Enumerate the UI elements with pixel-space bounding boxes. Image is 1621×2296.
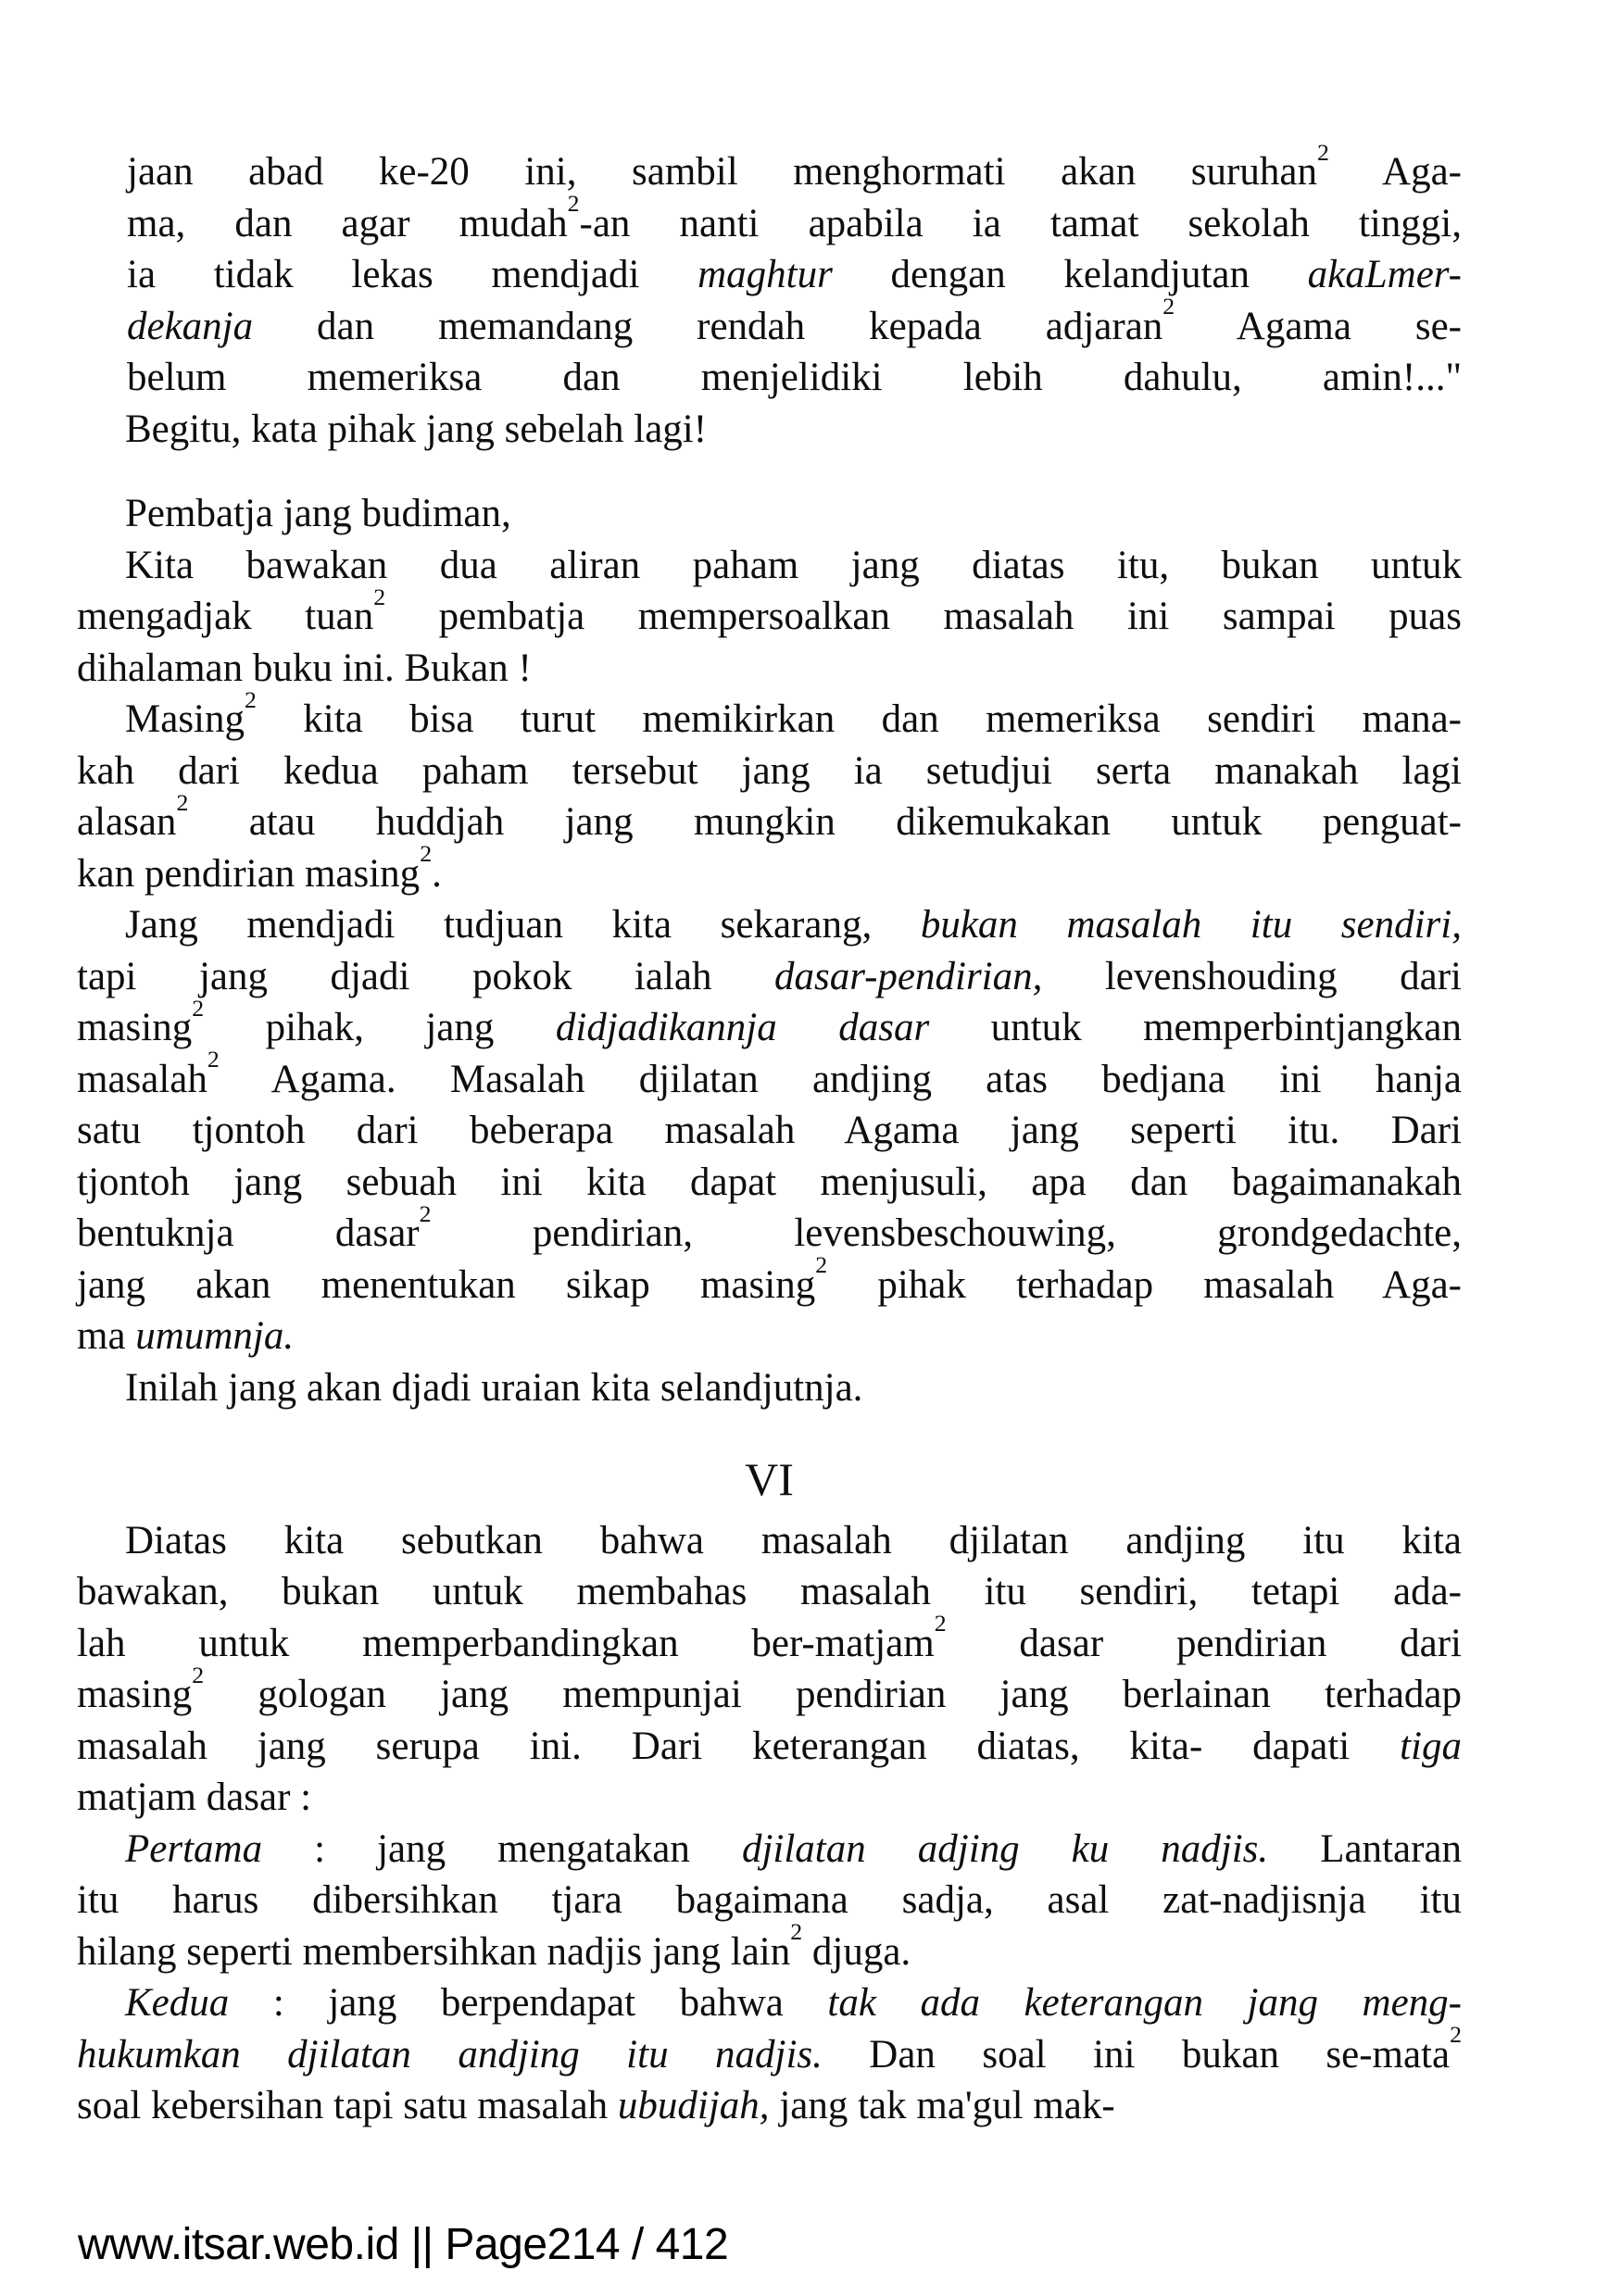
text-line: [77, 994, 1462, 1054]
text-line: [77, 788, 1462, 848]
text-segment: masalah jang serupa ini. Dari keterangan diatas, kita- dapati: [77, 1724, 1401, 1768]
text-line: [77, 1311, 1462, 1362]
italic-text-segment: bukan masalah itu sendiri,: [920, 903, 1462, 947]
text-segment: lah untuk memperbandingkan ber-matjam: [77, 1621, 935, 1665]
quoted-paragraph-continuation: [127, 138, 1463, 404]
superscript-digit: 2: [419, 1199, 432, 1227]
text-segment: jaan abad ke-20 ini, sambil menghormati akan suruhan: [127, 150, 1317, 194]
text-segment: -an nanti apabila ia tamat sekolah tinggi,: [579, 201, 1462, 245]
text-segment: Pembatja jang budiman,: [125, 492, 511, 535]
section-heading: [77, 1454, 1462, 1506]
text-segment: jang tak ma'gul mak-: [769, 2084, 1115, 2127]
text-segment: tapi jang djadi pokok ialah: [77, 954, 774, 998]
text-segment: Kita bawakan dua aliran paham jang diatas itu, bukan untuk: [125, 543, 1462, 587]
text-segment: ia tidak lekas mendjadi: [127, 253, 698, 296]
text-segment: : jang mengatakan: [262, 1826, 742, 1871]
text-line: [77, 840, 1462, 900]
text-segment: gologan jang mempunjai pendirian jang berlainan terhadap: [204, 1673, 1462, 1716]
text-segment: untuk memperbintjangkan: [929, 1006, 1462, 1049]
italic-text-segment: umumnja.: [135, 1314, 295, 1358]
text-line: [77, 1610, 1462, 1670]
text-line: [77, 951, 1462, 1003]
text-line: [77, 1875, 1462, 1926]
text-segment: Lantaran: [1268, 1826, 1462, 1871]
italic-text-segment: didjadikannja dasar: [555, 1006, 930, 1049]
superscript-digit: 2: [567, 190, 580, 218]
text-segment: Agama se-: [1175, 304, 1463, 348]
text-segment: kah dari kedua paham tersebut jang ia setudjui serta manakah lagi: [77, 748, 1462, 793]
text-segment: levenshouding dari: [1042, 954, 1462, 998]
text-line: [77, 583, 1462, 643]
text-segment: masalah: [77, 1057, 207, 1101]
text-segment: pembatja mempersoalkan masalah ini sampai puas: [385, 595, 1462, 638]
text-line: [77, 1661, 1462, 1721]
text-segment: jang akan menentukan sikap masing: [77, 1262, 816, 1307]
text-segment: pihak, jang: [204, 1006, 556, 1049]
text-segment: dan memandang rendah kepada adjaran: [253, 304, 1163, 348]
text-line: [127, 293, 1463, 353]
text-segment: hilang seperti membersihkan nadjis jang lain: [77, 1929, 791, 1974]
superscript-digit: 2: [207, 1046, 220, 1073]
text-segment: dengan kelandjutan: [832, 253, 1308, 296]
paragraph: [77, 540, 1462, 695]
text-line: [77, 404, 1462, 456]
superscript-digit: 2: [1450, 2021, 1462, 2049]
text-line: [77, 488, 1462, 540]
superscript-digit: 2: [192, 1661, 205, 1688]
text-segment: Jang mendjadi tudjuan kita sekarang,: [125, 903, 921, 947]
text-segment: ma, dan agar mudah: [127, 201, 568, 245]
text-segment: Dan soal ini bukan se-mata: [822, 2032, 1451, 2076]
text-line: [77, 1772, 1462, 1824]
text-segment: Diatas kita sebutkan bahwa masalah djilatan andjing itu kita: [125, 1518, 1462, 1562]
italic-text-segment: dasar-pendirian,: [773, 954, 1043, 998]
text-line: [127, 249, 1462, 301]
paragraph: [77, 685, 1462, 899]
text-line: [127, 190, 1462, 250]
paragraph: [77, 1977, 1462, 2132]
text-segment: Aga-: [1328, 150, 1462, 194]
superscript-digit: 2: [420, 840, 433, 868]
text-line: [77, 1199, 1463, 1260]
text-segment: atau huddjah jang mungkin dikemukakan untuk penguat-: [188, 800, 1462, 844]
text-segment: alasan: [77, 800, 177, 844]
paragraph: [77, 488, 1462, 540]
text-segment: masing: [77, 1006, 193, 1049]
italic-text-segment: tiga: [1400, 1724, 1462, 1768]
text-segment: satu tjontoh dari beberapa masalah Agama jang seperti itu. Dari: [77, 1109, 1462, 1152]
text-line: [77, 1454, 1462, 1506]
text-line: [77, 1721, 1462, 1773]
text-segment: djuga.: [802, 1929, 911, 1974]
italic-text-segment: djilatan adjing ku nadjis.: [741, 1826, 1269, 1871]
italic-text-segment: tak ada keterangan jang meng-: [827, 1981, 1463, 2025]
text-line: [77, 685, 1462, 746]
text-line: [77, 540, 1462, 592]
text-line: [77, 1515, 1462, 1567]
superscript-digit: 2: [1316, 138, 1329, 166]
page-text: [77, 138, 1463, 2132]
text-line: [77, 1251, 1462, 1311]
text-line: [127, 138, 1462, 198]
italic-text-segment: Pertama: [125, 1826, 263, 1871]
text-segment: soal kebersihan tapi satu masalah: [77, 2084, 618, 2127]
superscript-digit: 2: [373, 583, 386, 610]
paragraph: [77, 1515, 1462, 1824]
paragraph: [77, 404, 1462, 456]
text-line: [127, 352, 1462, 404]
text-line: [77, 1824, 1462, 1876]
superscript-digit: 2: [1162, 293, 1175, 320]
text-line: [77, 1046, 1462, 1106]
text-segment: Masing: [125, 697, 245, 741]
superscript-digit: 2: [815, 1251, 828, 1279]
footer-watermark: www.itsar.web.id || Page214 / 412: [78, 2220, 729, 2269]
italic-text-segment: Kedua: [125, 1981, 230, 2025]
text-line: [77, 1157, 1462, 1209]
italic-text-segment: hukumkan djilatan andjing itu nadjis.: [77, 2032, 823, 2076]
text-segment: mengadjak tuan: [77, 595, 374, 638]
text-segment: kita bisa turut memikirkan dan memeriksa sendiri mana-: [256, 697, 1462, 741]
text-segment: pendirian, levensbeschouwing, grondgedachte,: [431, 1211, 1463, 1255]
text-segment: kan pendirian masing: [77, 851, 421, 896]
text-line: [77, 899, 1462, 951]
superscript-digit: 2: [245, 685, 257, 713]
italic-text-segment: maghtur: [697, 253, 833, 296]
text-segment: Agama. Masalah djilatan andjing atas bedjana ini hanja: [219, 1057, 1462, 1101]
text-line: [77, 2080, 1462, 2132]
text-segment: Inilah jang akan djadi uraian kita selandjutnja.: [125, 1365, 863, 1410]
superscript-digit: 2: [934, 1610, 947, 1637]
text-segment: : jang berpendapat bahwa: [229, 1981, 828, 2025]
text-segment: itu harus dibersihkan tjara bagaimana sadja, asal zat-nadjisnja itu: [77, 1878, 1462, 1922]
text-segment: VI: [745, 1453, 794, 1505]
italic-text-segment: ubudijah,: [617, 2084, 770, 2127]
text-segment: ma: [77, 1314, 136, 1358]
paragraph: [77, 1824, 1462, 1978]
text-segment: dasar pendirian dari: [946, 1621, 1462, 1665]
superscript-digit: 2: [790, 1918, 803, 1946]
italic-text-segment: akaLmer-: [1307, 253, 1462, 296]
text-segment: pihak terhadap masalah Aga-: [827, 1262, 1462, 1307]
text-segment: Begitu, kata pihak jang sebelah lagi!: [125, 407, 708, 451]
text-line: [77, 1362, 1462, 1414]
text-line: [77, 1105, 1462, 1157]
text-segment: bawakan, bukan untuk membahas masalah itu sendiri, tetapi ada-: [77, 1570, 1462, 1613]
text-segment: bentuknja dasar: [77, 1211, 420, 1255]
text-line: [77, 1918, 1462, 1978]
text-segment: dihalaman buku ini. Bukan !: [77, 646, 532, 690]
text-line: [77, 643, 1462, 695]
text-segment: tjontoh jang sebuah ini kita dapat menjusuli, apa dan bagaimanakah: [77, 1160, 1462, 1204]
text-segment: belum memeriksa dan menjelidiki lebih dahulu, amin!...": [127, 356, 1462, 399]
superscript-digit: 2: [176, 788, 189, 816]
text-line: [77, 1566, 1462, 1618]
text-segment: matjam dasar :: [77, 1775, 312, 1819]
paragraph: [77, 1362, 1462, 1414]
text-line: [77, 1977, 1462, 2029]
text-segment: .: [432, 851, 442, 896]
text-line: [77, 746, 1462, 797]
superscript-digit: 2: [192, 994, 205, 1022]
text-segment: masing: [77, 1673, 193, 1716]
italic-text-segment: dekanja: [127, 304, 254, 348]
paragraph: [77, 899, 1462, 1362]
text-line: [77, 2021, 1462, 2081]
